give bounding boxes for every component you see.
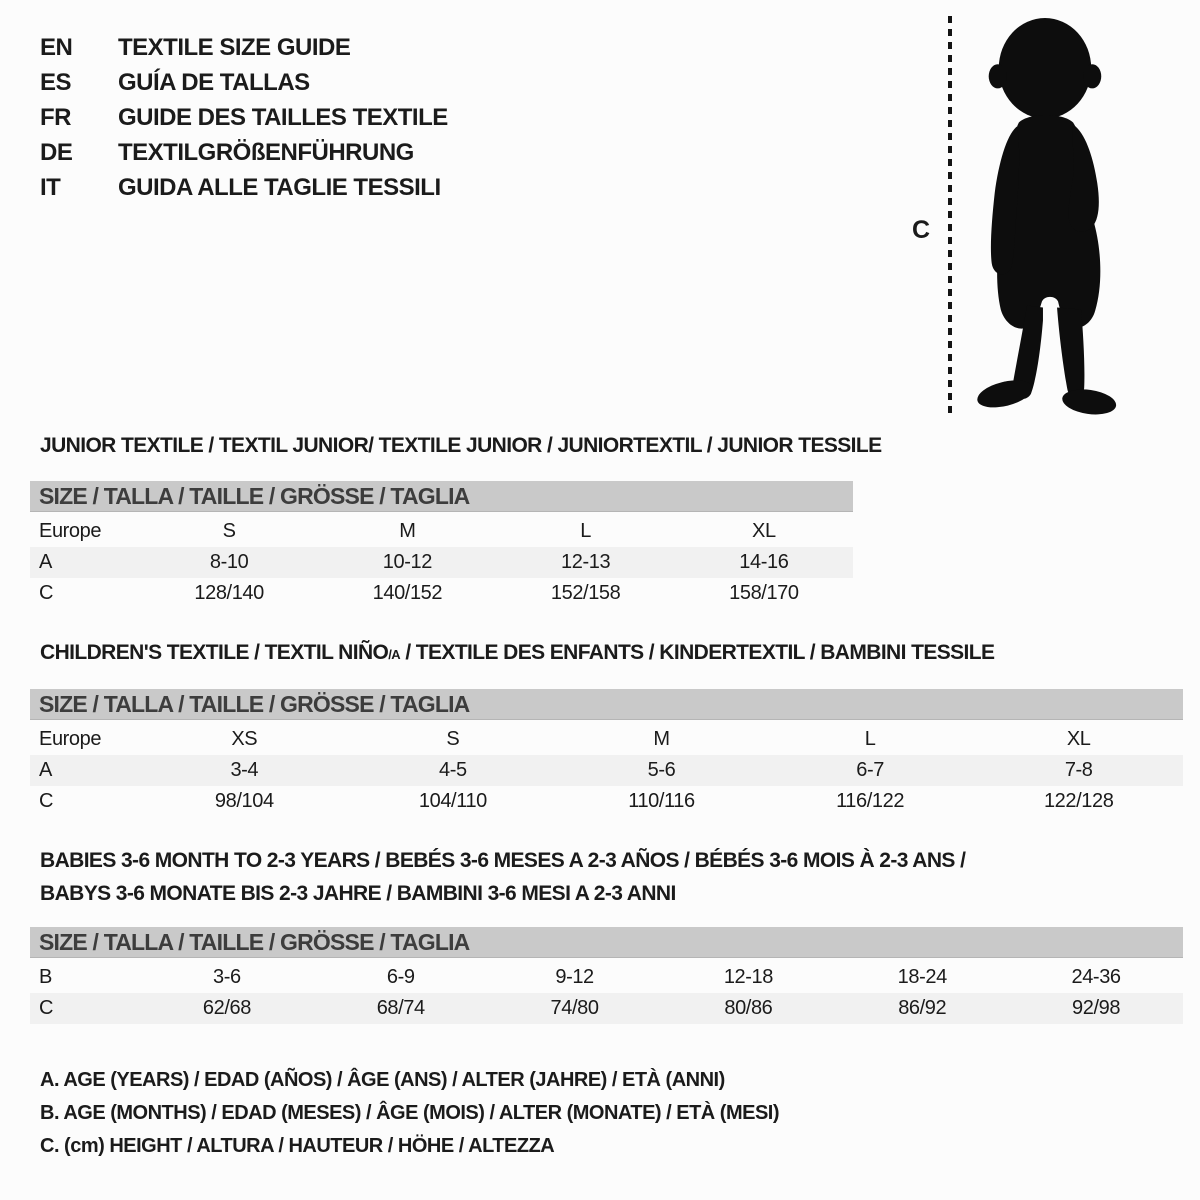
size-cell: 104/110: [418, 790, 487, 812]
junior-row-a: [30, 547, 853, 578]
section-title-children: [40, 641, 994, 665]
size-cell: 80/86: [724, 997, 773, 1019]
height-measure-label: C: [912, 216, 931, 244]
size-cell: 86/92: [898, 997, 947, 1019]
language-label: GUIDA ALLE TAGLIE TESSILI: [118, 173, 441, 201]
legend-line-a: A. AGE (YEARS) / EDAD (AÑOS) / ÂGE (ANS) / ALTER (JAHRE) / ETÀ (ANNI): [40, 1069, 725, 1091]
size-cell: 98/104: [214, 790, 274, 812]
size-cell: 18-24: [897, 966, 947, 988]
size-cell: 128/140: [194, 582, 264, 604]
row-label-cell: B: [39, 966, 52, 988]
language-code: EN: [40, 33, 73, 61]
row-label-cell: C: [39, 997, 54, 1019]
language-label: GUÍA DE TALLAS: [118, 68, 310, 96]
size-cell: 5-6: [647, 759, 676, 781]
language-code: DE: [40, 138, 73, 166]
language-list: [40, 30, 448, 205]
size-cell: 116/122: [836, 790, 905, 812]
size-cell: 7-8: [1064, 759, 1093, 781]
size-cell: M: [653, 728, 670, 750]
size-cell: 14-16: [739, 551, 789, 573]
children-row-c: [30, 786, 1183, 817]
section-title-junior: JUNIOR TEXTILE / TEXTIL JUNIOR/ TEXTILE JUNIOR / JUNIORTEXTIL / JUNIOR TESSILE: [40, 434, 882, 457]
size-cell: M: [399, 520, 416, 542]
size-cell: L: [864, 728, 876, 750]
babies-row-c: [30, 993, 1183, 1024]
silhouette-leg-right: [1057, 307, 1084, 398]
section-title-babies: [40, 844, 965, 910]
children-title-text: CHILDREN'S TEXTILE / TEXTIL NIÑO: [40, 641, 389, 664]
size-cell: 152/158: [550, 582, 621, 604]
size-cell: 6-7: [856, 759, 884, 781]
size-cell: 8-10: [209, 551, 249, 573]
language-code: FR: [40, 103, 71, 131]
size-cell: S: [446, 728, 460, 750]
size-cell: 12-18: [723, 966, 773, 988]
junior-size-table: [30, 481, 853, 609]
size-cell: 12-13: [561, 551, 611, 573]
row-label-cell: Europe: [39, 520, 102, 542]
children-row-a: [30, 755, 1183, 786]
language-label: GUIDE DES TAILLES TEXTILE: [118, 103, 448, 131]
legend-line-b: B. AGE (MONTHS) / EDAD (MESES) / ÂGE (MOIS) / ALTER (MONATE) / ETÀ (MESI): [40, 1102, 780, 1124]
silhouette-ear-right: [1083, 64, 1101, 88]
measurement-legend: [40, 1064, 779, 1163]
size-cell: 24-36: [1071, 966, 1121, 988]
babies-title-line2: BABYS 3-6 MONATE BIS 2-3 JAHRE / BAMBINI 3-6 MESI A 2-3 ANNI: [40, 882, 676, 905]
size-cell: 10-12: [382, 551, 432, 573]
size-cell: XS: [231, 728, 258, 750]
junior-size-header-bar: SIZE / TALLA / TAILLE / GRÖSSE / TAGLIA: [30, 481, 853, 512]
size-cell: XL: [1066, 728, 1091, 750]
size-cell: 140/152: [372, 582, 443, 604]
language-code: ES: [40, 68, 72, 96]
silhouette-ear-left: [989, 64, 1007, 88]
language-row-es: [40, 65, 448, 100]
silhouette-arm-right: [1069, 125, 1099, 232]
size-cell: 6-9: [386, 966, 415, 988]
row-label-cell: C: [39, 790, 54, 812]
language-row-de: [40, 135, 448, 170]
size-cell: 110/116: [628, 790, 695, 812]
row-label-cell: C: [39, 582, 54, 604]
silhouette-head: [999, 18, 1091, 119]
babies-size-header-bar: SIZE / TALLA / TAILLE / GRÖSSE / TAGLIA: [30, 927, 1183, 958]
language-row-fr: [40, 100, 448, 135]
babies-row-b: [30, 962, 1183, 993]
language-label: TEXTILGRÖßENFÜHRUNG: [118, 138, 414, 166]
language-row-it: [40, 170, 448, 205]
children-size-table: [30, 689, 1183, 817]
size-cell: L: [580, 520, 591, 542]
height-dashed-line: [948, 16, 952, 416]
row-label-cell: Europe: [39, 728, 102, 750]
junior-row-c: [30, 578, 853, 609]
size-cell: 9-12: [555, 966, 594, 988]
babies-title-line1: BABIES 3-6 MONTH TO 2-3 YEARS / BEBÉS 3-6 MESES A 2-3 AÑOS / BÉBÉS 3-6 MOIS À 2-3 ANS /: [40, 849, 966, 872]
row-label-cell: A: [39, 759, 52, 781]
language-label: TEXTILE SIZE GUIDE: [118, 33, 351, 61]
size-cell: 74/80: [550, 997, 599, 1019]
size-cell: 92/98: [1072, 997, 1121, 1019]
size-cell: 4-5: [439, 759, 467, 781]
babies-size-table: [30, 927, 1183, 1024]
row-label-cell: A: [39, 551, 52, 573]
language-code: IT: [40, 173, 61, 201]
toddler-silhouette-icon: [962, 14, 1138, 416]
size-cell: 158/170: [729, 582, 799, 604]
legend-line-c: C. (cm) HEIGHT / ALTURA / HAUTEUR / HÖHE / ALTEZZA: [40, 1135, 555, 1157]
children-columns-row: [30, 724, 1183, 755]
children-title-suffix: /A: [388, 647, 401, 662]
size-cell: 68/74: [376, 997, 425, 1019]
junior-columns-row: [30, 516, 853, 547]
size-cell: 3-4: [230, 759, 259, 781]
size-cell: 62/68: [202, 997, 251, 1019]
size-cell: S: [222, 520, 236, 542]
language-row-en: [40, 30, 448, 65]
size-cell: 3-6: [213, 966, 241, 988]
size-cell: 122/128: [1043, 790, 1114, 812]
size-cell: XL: [752, 520, 776, 542]
children-size-header-bar: SIZE / TALLA / TAILLE / GRÖSSE / TAGLIA: [30, 689, 1183, 720]
children-title-text: / TEXTILE DES ENFANTS / KINDERTEXTIL / BAMBINI TESSILE: [400, 641, 995, 664]
